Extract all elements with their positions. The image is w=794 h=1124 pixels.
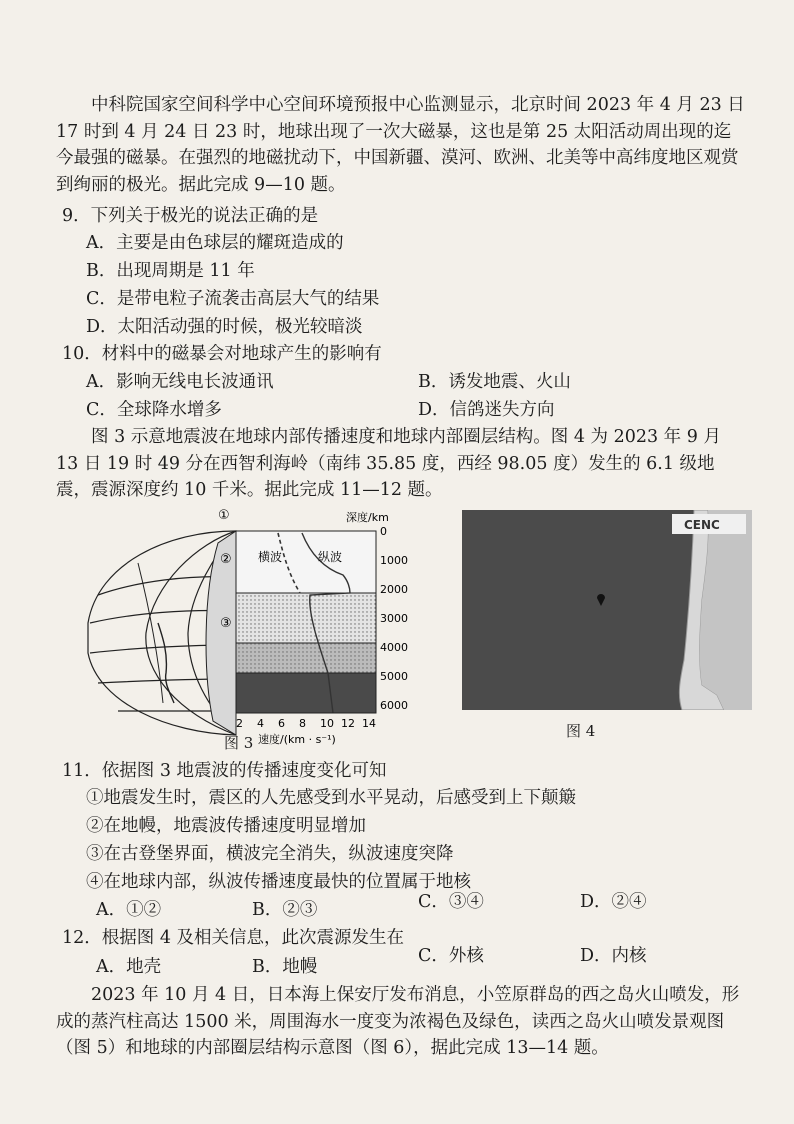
p-wave-label: 纵波 bbox=[318, 550, 343, 564]
layer-mark-2: ② bbox=[220, 552, 232, 567]
question-11-statement-4: ④在地球内部，纵波传播速度最快的位置属于地核 bbox=[86, 872, 471, 892]
inner-core-layer bbox=[236, 673, 376, 713]
speed-tick-label: 14 bbox=[362, 717, 376, 730]
question-10-option-b[interactable]: B．诱发地震、火山 bbox=[418, 372, 571, 392]
speed-tick-label: 4 bbox=[257, 717, 264, 730]
intro-paragraph-volcano: 2023 年 10 月 4 日，日本海上保安厅发布消息，小笠原群岛的西之岛火山喷发，形成的蒸汽柱高达 1500 米，周围海水一度变为浓褐色及绿色，读西之岛火山喷发景观图（图 5）和地球的内部圈层结构示意图（图 6），据此完成 13—14 题。 bbox=[56, 985, 740, 1058]
figure-3-earth-structure bbox=[78, 503, 408, 751]
layer-mark-3: ③ bbox=[220, 616, 232, 631]
figure-3-diagram bbox=[78, 503, 408, 751]
depth-tick-label: 6000 bbox=[380, 699, 408, 712]
question-12-option-b[interactable]: B．地幔 bbox=[252, 957, 318, 977]
question-11-option-b[interactable]: B．②③ bbox=[252, 900, 318, 920]
question-11-stem: 11．依据图 3 地震波的传播速度变化可知 bbox=[62, 761, 387, 781]
question-12-option-c[interactable]: C．外核 bbox=[418, 946, 484, 966]
question-11-statement-1: ①地震发生时，震区的人先感受到水平晃动，后感受到上下颠簸 bbox=[86, 788, 576, 808]
question-9-option-a[interactable]: A．主要是由色球层的耀斑造成的 bbox=[86, 233, 344, 253]
question-10-option-d[interactable]: D．信鸽迷失方向 bbox=[418, 400, 555, 420]
depth-tick-label: 5000 bbox=[380, 670, 408, 683]
cenc-logo: CENC bbox=[684, 518, 720, 532]
question-12-option-a[interactable]: A．地壳 bbox=[96, 957, 162, 977]
speed-tick-label: 12 bbox=[341, 717, 355, 730]
question-10-stem: 10．材料中的磁暴会对地球产生的影响有 bbox=[62, 344, 382, 364]
question-9-option-d[interactable]: D．太阳活动强的时候，极光较暗淡 bbox=[86, 317, 363, 337]
layer-mark-1: ① bbox=[218, 508, 230, 523]
question-9-option-c[interactable]: C．是带电粒子流袭击高层大气的结果 bbox=[86, 289, 380, 309]
depth-tick-label: 1000 bbox=[380, 554, 408, 567]
question-10-option-a[interactable]: A．影响无线电长波通讯 bbox=[86, 372, 274, 392]
figure-4-caption: 图 4 bbox=[566, 722, 596, 740]
speed-tick-label: 6 bbox=[278, 717, 285, 730]
question-11-option-a[interactable]: A．①② bbox=[96, 900, 162, 920]
speed-tick-label: 10 bbox=[320, 717, 334, 730]
question-12-option-d[interactable]: D．内核 bbox=[580, 946, 647, 966]
intro-paragraph-aurora: 中科院国家空间科学中心空间环境预报中心监测显示，北京时间 2023 年 4 月 23 日 17 时到 4 月 24 日 23 时，地球出现了一次大磁暴，这也是第 25 太阳活动周出现的迄今最强的磁暴。在强烈的地磁扰动下，中国新疆、漠河、欧洲、北美等中高纬度地区观赏到绚丽的极光。据此完成 9—10 题。 bbox=[56, 95, 745, 195]
s-wave-label: 横波 bbox=[258, 550, 283, 564]
continent-outline bbox=[158, 623, 174, 703]
question-9-option-b[interactable]: B．出现周期是 11 年 bbox=[86, 261, 255, 281]
question-12-stem: 12．根据图 4 及相关信息，此次震源发生在 bbox=[62, 928, 405, 948]
question-9-stem: 9．下列关于极光的说法正确的是 bbox=[62, 206, 319, 226]
question-11-statement-2: ②在地幔，地震波传播速度明显增加 bbox=[86, 816, 366, 836]
question-11-statement-3: ③在古登堡界面，横波完全消失，纵波速度突降 bbox=[86, 844, 454, 864]
speed-tick-label: 8 bbox=[299, 717, 306, 730]
depth-tick-label: 0 bbox=[380, 525, 387, 538]
speed-tick-label: 2 bbox=[236, 717, 243, 730]
question-11-option-d[interactable]: D．②④ bbox=[580, 892, 647, 912]
question-11-option-c[interactable]: C．③④ bbox=[418, 892, 484, 912]
figure-4-epicenter-map bbox=[462, 510, 752, 710]
intro-paragraph-earthquake: 图 3 示意地震波在地球内部传播速度和地球内部圈层结构。图 4 为 2023 年 9 月 13 日 19 时 49 分在西智利海岭（南纬 35.85 度，西经 98.05 度）发生的 6.1 级地震，震源深度约 10 千米。据此完成 11—12 题。 bbox=[56, 427, 721, 500]
depth-tick-label: 4000 bbox=[380, 641, 408, 654]
depth-tick-label: 2000 bbox=[380, 583, 408, 596]
figure-3-caption: 图 3 bbox=[224, 734, 254, 752]
question-10-option-c[interactable]: C．全球降水增多 bbox=[86, 400, 222, 420]
depth-axis-label: 深度/km bbox=[346, 511, 389, 524]
speed-axis-label: 速度/(km · s⁻¹) bbox=[258, 733, 336, 746]
figure-4-map bbox=[462, 510, 752, 710]
depth-tick-label: 3000 bbox=[380, 612, 408, 625]
